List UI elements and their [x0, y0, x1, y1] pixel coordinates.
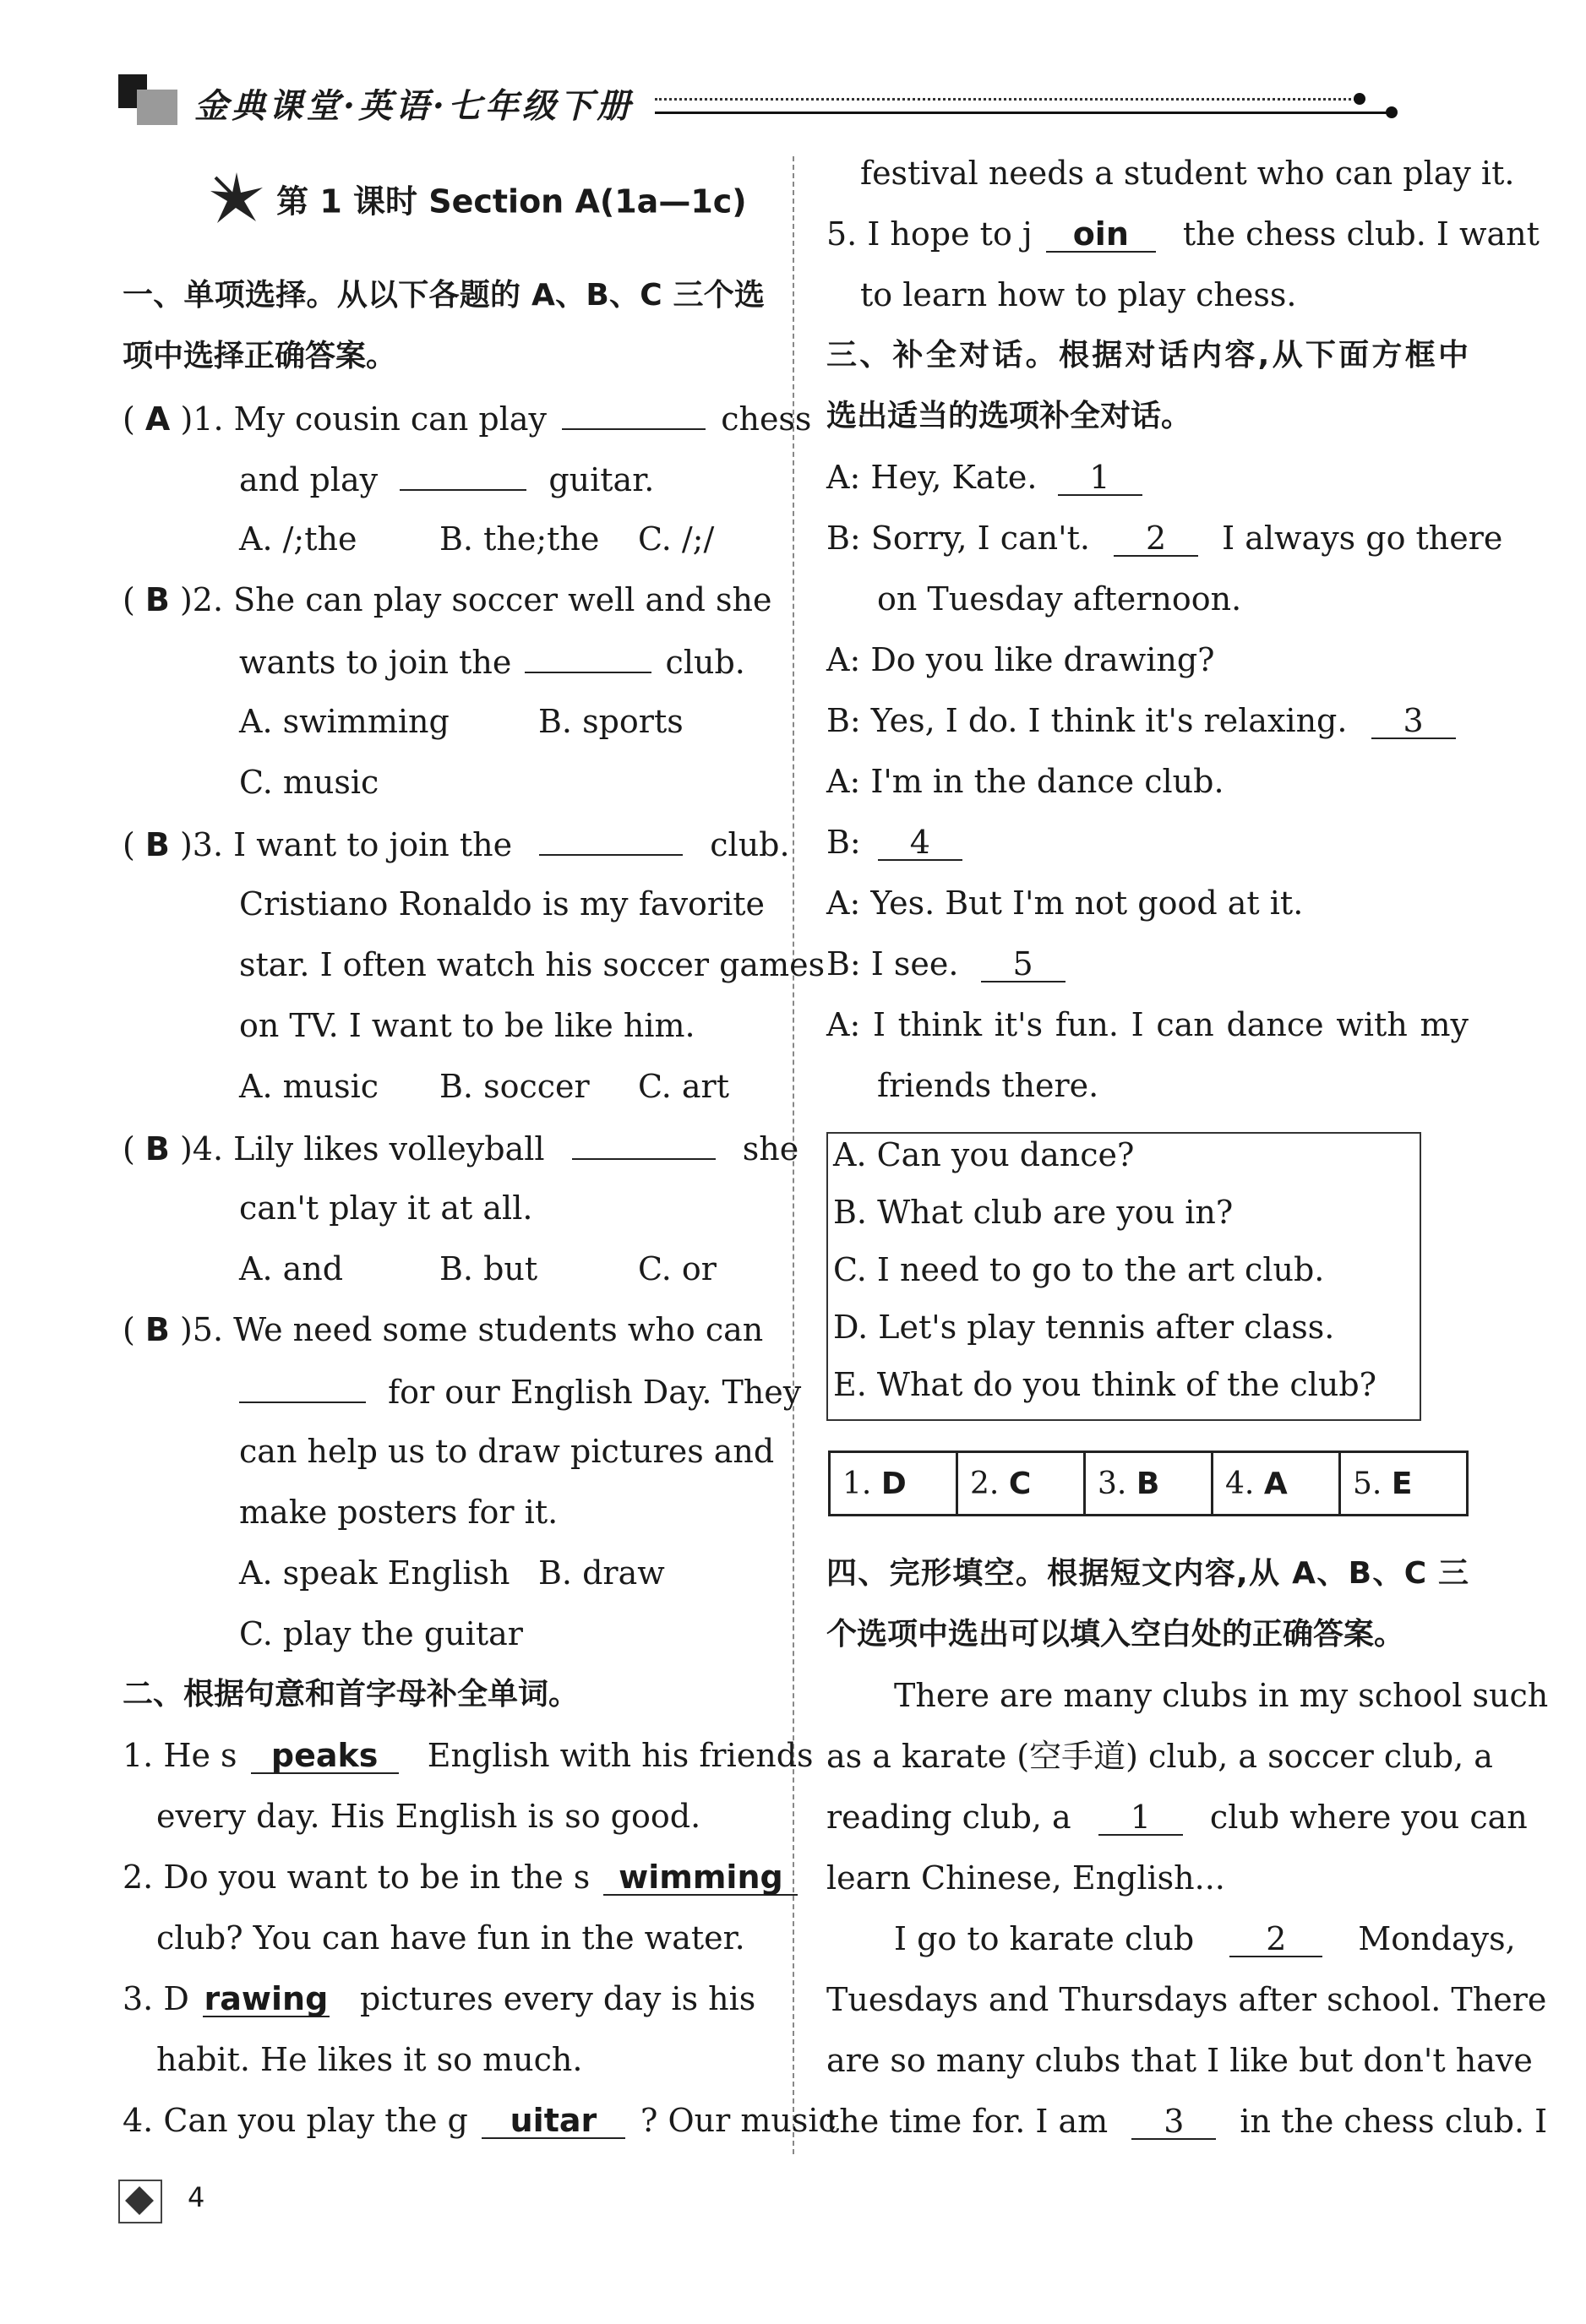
mcq-5-answer: B: [144, 1311, 170, 1348]
dialog-line-9: A: I think it's fun. I can dance with my: [826, 1006, 1469, 1043]
answer-cell-3: 3. B: [1085, 1452, 1213, 1516]
part1-heading: 一、单项选择。从以下各题的 A、B、C 三个选: [123, 278, 765, 313]
mcq-4-option-a: A. and: [239, 1250, 344, 1287]
answer-table: [828, 1450, 1469, 1516]
dialog-line-3: A: Do you like drawing?: [826, 641, 1215, 678]
passage-p1-l1: There are many clubs in my school such: [894, 1677, 1549, 1714]
mcq-5-line3: can help us to draw pictures and: [239, 1433, 775, 1470]
cloze-blank-3: 3: [1131, 2104, 1216, 2140]
passage-p2-l1: I go to karate club 2 Mondays,: [894, 1920, 1516, 1957]
part4-heading: 四、完形填空。根据短文内容,从 A、B、C 三: [826, 1556, 1469, 1591]
header-dot: [1386, 106, 1398, 118]
mcq-5-line4: make posters for it.: [239, 1494, 559, 1531]
dialog-line-5: A: I'm in the dance club.: [826, 763, 1224, 800]
mcq-3-answer: B: [144, 826, 170, 863]
mcq-1-answer: A: [144, 400, 171, 438]
dialog-option-e: E. What do you think of the club?: [833, 1366, 1377, 1403]
mcq-3-line4: on TV. I want to be like him.: [239, 1007, 695, 1044]
dialog-blank-2: 2: [1114, 521, 1198, 557]
header-dot: [1354, 93, 1365, 105]
mcq-4-option-c: C. or: [638, 1250, 717, 1287]
part4-heading-cont: 个选项中选出可以填入空白处的正确答案。: [826, 1617, 1405, 1652]
mcq-4-line2: can't play it at all.: [239, 1189, 533, 1227]
word-fill-3-line2: habit. He likes it so much.: [156, 2041, 583, 2078]
mcq-2-option-b: B. sports: [538, 703, 684, 740]
mcq-3-option-a: A. music: [239, 1068, 379, 1105]
page-header: [118, 74, 1403, 133]
dialog-blank-5: 5: [981, 947, 1066, 982]
mcq-5: ( B )5. We need some students who can: [123, 1311, 764, 1348]
blank: [539, 822, 683, 856]
word-fill-5: 5. I hope to j oin the chess club. I want: [826, 215, 1540, 253]
mcq-4: ( B )4. Lily likes volleyball she: [123, 1126, 765, 1168]
mcq-1-option-b: B. the;the: [439, 520, 600, 558]
dialog-option-b: B. What club are you in?: [833, 1194, 1234, 1231]
mcq-3-line3: star. I often watch his soccer games: [239, 946, 826, 983]
blank: [562, 396, 706, 430]
header-logo-blocks: [118, 74, 177, 125]
page-number: 4: [188, 2181, 205, 2213]
mcq-4-option-b: B. but: [439, 1250, 538, 1287]
mcq-3-option-b: B. soccer: [439, 1068, 590, 1105]
mcq-4-answer: B: [144, 1130, 170, 1167]
dialog-line-9-cont: friends there.: [877, 1067, 1099, 1104]
passage-p2-l3: are so many clubs that I like but don't have: [826, 2042, 1533, 2079]
mcq-2: ( B )2. She can play soccer well and she: [123, 581, 772, 618]
lesson-title-text: 第 1 课时 Section A(1a—1c): [276, 182, 747, 220]
word-fill-1: 1. He s peaks English with his friends: [123, 1737, 814, 1774]
word-fill-2: 2. Do you want to be in the s wimming: [123, 1856, 765, 1898]
mcq-2-option-c: C. music: [239, 764, 379, 801]
passage-p1-l2: as a karate (空手道) club, a soccer club, a: [826, 1738, 1493, 1775]
word-fill-2-line2: club? You can have fun in the water.: [156, 1919, 745, 1957]
mcq-1: ( A )1. My cousin can play chess: [123, 396, 765, 438]
passage-p1-l4: learn Chinese, English...: [826, 1859, 1225, 1897]
passage-p2-l2: Tuesdays and Thursdays after school. There: [826, 1981, 1547, 2018]
dialog-line-2-cont: on Tuesday afternoon.: [877, 580, 1242, 618]
mcq-3-line2: Cristiano Ronaldo is my favorite: [239, 885, 765, 923]
word-fill-3: 3. D rawing pictures every day is his: [123, 1980, 756, 2017]
word-fill-2-answer: wimming: [603, 1860, 798, 1896]
word-fill-4-line2: festival needs a student who can play it.: [860, 155, 1515, 192]
word-fill-4: 4. Can you play the g uitar ? Our music: [123, 2102, 837, 2139]
passage-p1-l3: reading club, a 1 club where you can: [826, 1799, 1528, 1836]
lesson-title: [207, 169, 747, 237]
mcq-3: ( B )3. I want to join the club.: [123, 822, 765, 864]
word-fill-5-answer: oin: [1046, 217, 1156, 253]
mcq-2-line2: wants to join the club.: [239, 640, 745, 682]
answer-cell-4: 4. A: [1213, 1452, 1340, 1516]
cloze-blank-1: 1: [1098, 1800, 1183, 1836]
mcq-3-option-c: C. art: [638, 1068, 729, 1105]
mcq-1-line2: and play guitar.: [239, 457, 654, 499]
header-dotted-rule: [655, 98, 1356, 101]
word-fill-1-answer: peaks: [251, 1739, 399, 1774]
mcq-5-option-c: C. play the guitar: [239, 1615, 523, 1652]
part2-heading: 二、根据句意和首字母补全单词。: [123, 1677, 580, 1712]
answer-cell-2: 2. C: [957, 1452, 1085, 1516]
dialog-blank-4: 4: [878, 825, 962, 861]
part1-heading-cont: 项中选择正确答案。: [123, 339, 397, 373]
passage-p2-l4: the time for. I am 3 in the chess club. I: [826, 2103, 1548, 2140]
blank: [572, 1126, 716, 1160]
part3-heading: 三、补全对话。根据对话内容,从下面方框中: [826, 338, 1469, 373]
dialog-line-6: B: 4: [826, 821, 962, 863]
header-title: 金典课堂·英语·七年级下册: [194, 86, 634, 126]
star-brush-icon: [207, 169, 266, 228]
header-solid-rule: [655, 112, 1390, 114]
dialog-line-7: A: Yes. But I'm not good at it.: [826, 884, 1304, 922]
dialog-option-c: C. I need to go to the art club.: [833, 1251, 1325, 1288]
mcq-2-answer: B: [144, 581, 170, 618]
dialog-blank-3: 3: [1371, 704, 1456, 739]
diamond-icon: [118, 2180, 162, 2223]
answer-cell-1: 1. D: [830, 1452, 957, 1516]
blank: [239, 1369, 366, 1403]
blank: [525, 640, 651, 673]
mcq-5-line2: for our English Day. They: [239, 1369, 801, 1412]
blank: [400, 457, 526, 491]
dialog-option-d: D. Let's play tennis after class.: [833, 1309, 1335, 1346]
answer-cell-5: 5. E: [1340, 1452, 1468, 1516]
word-fill-1-line2: every day. His English is so good.: [156, 1798, 701, 1835]
dialog-option-a: A. Can you dance?: [833, 1136, 1135, 1173]
mcq-1-option-a: A. /;the: [239, 520, 357, 558]
word-fill-3-answer: rawing: [204, 1980, 329, 2017]
dialog-line-1: A: Hey, Kate. 1: [826, 456, 1142, 498]
mcq-5-option-a: A. speak English: [239, 1554, 510, 1592]
dialog-line-2: B: Sorry, I can't. 2 I always go there: [826, 520, 1503, 557]
mcq-5-option-b: B. draw: [538, 1554, 665, 1592]
word-fill-4-answer: uitar: [482, 2104, 625, 2139]
dialog-blank-1: 1: [1058, 460, 1142, 496]
cloze-blank-2: 2: [1229, 1922, 1322, 1957]
word-fill-5-line2: to learn how to play chess.: [860, 276, 1297, 313]
dialog-line-8: B: I see. 5: [826, 943, 1066, 985]
mcq-2-option-a: A. swimming: [239, 703, 450, 740]
mcq-1-option-c: C. /;/: [638, 520, 715, 558]
part3-heading-cont: 选出适当的选项补全对话。: [826, 399, 1192, 433]
dialog-line-4: B: Yes, I do. I think it's relaxing. 3: [826, 699, 1456, 742]
dialog-options-box: [826, 1132, 1421, 1421]
